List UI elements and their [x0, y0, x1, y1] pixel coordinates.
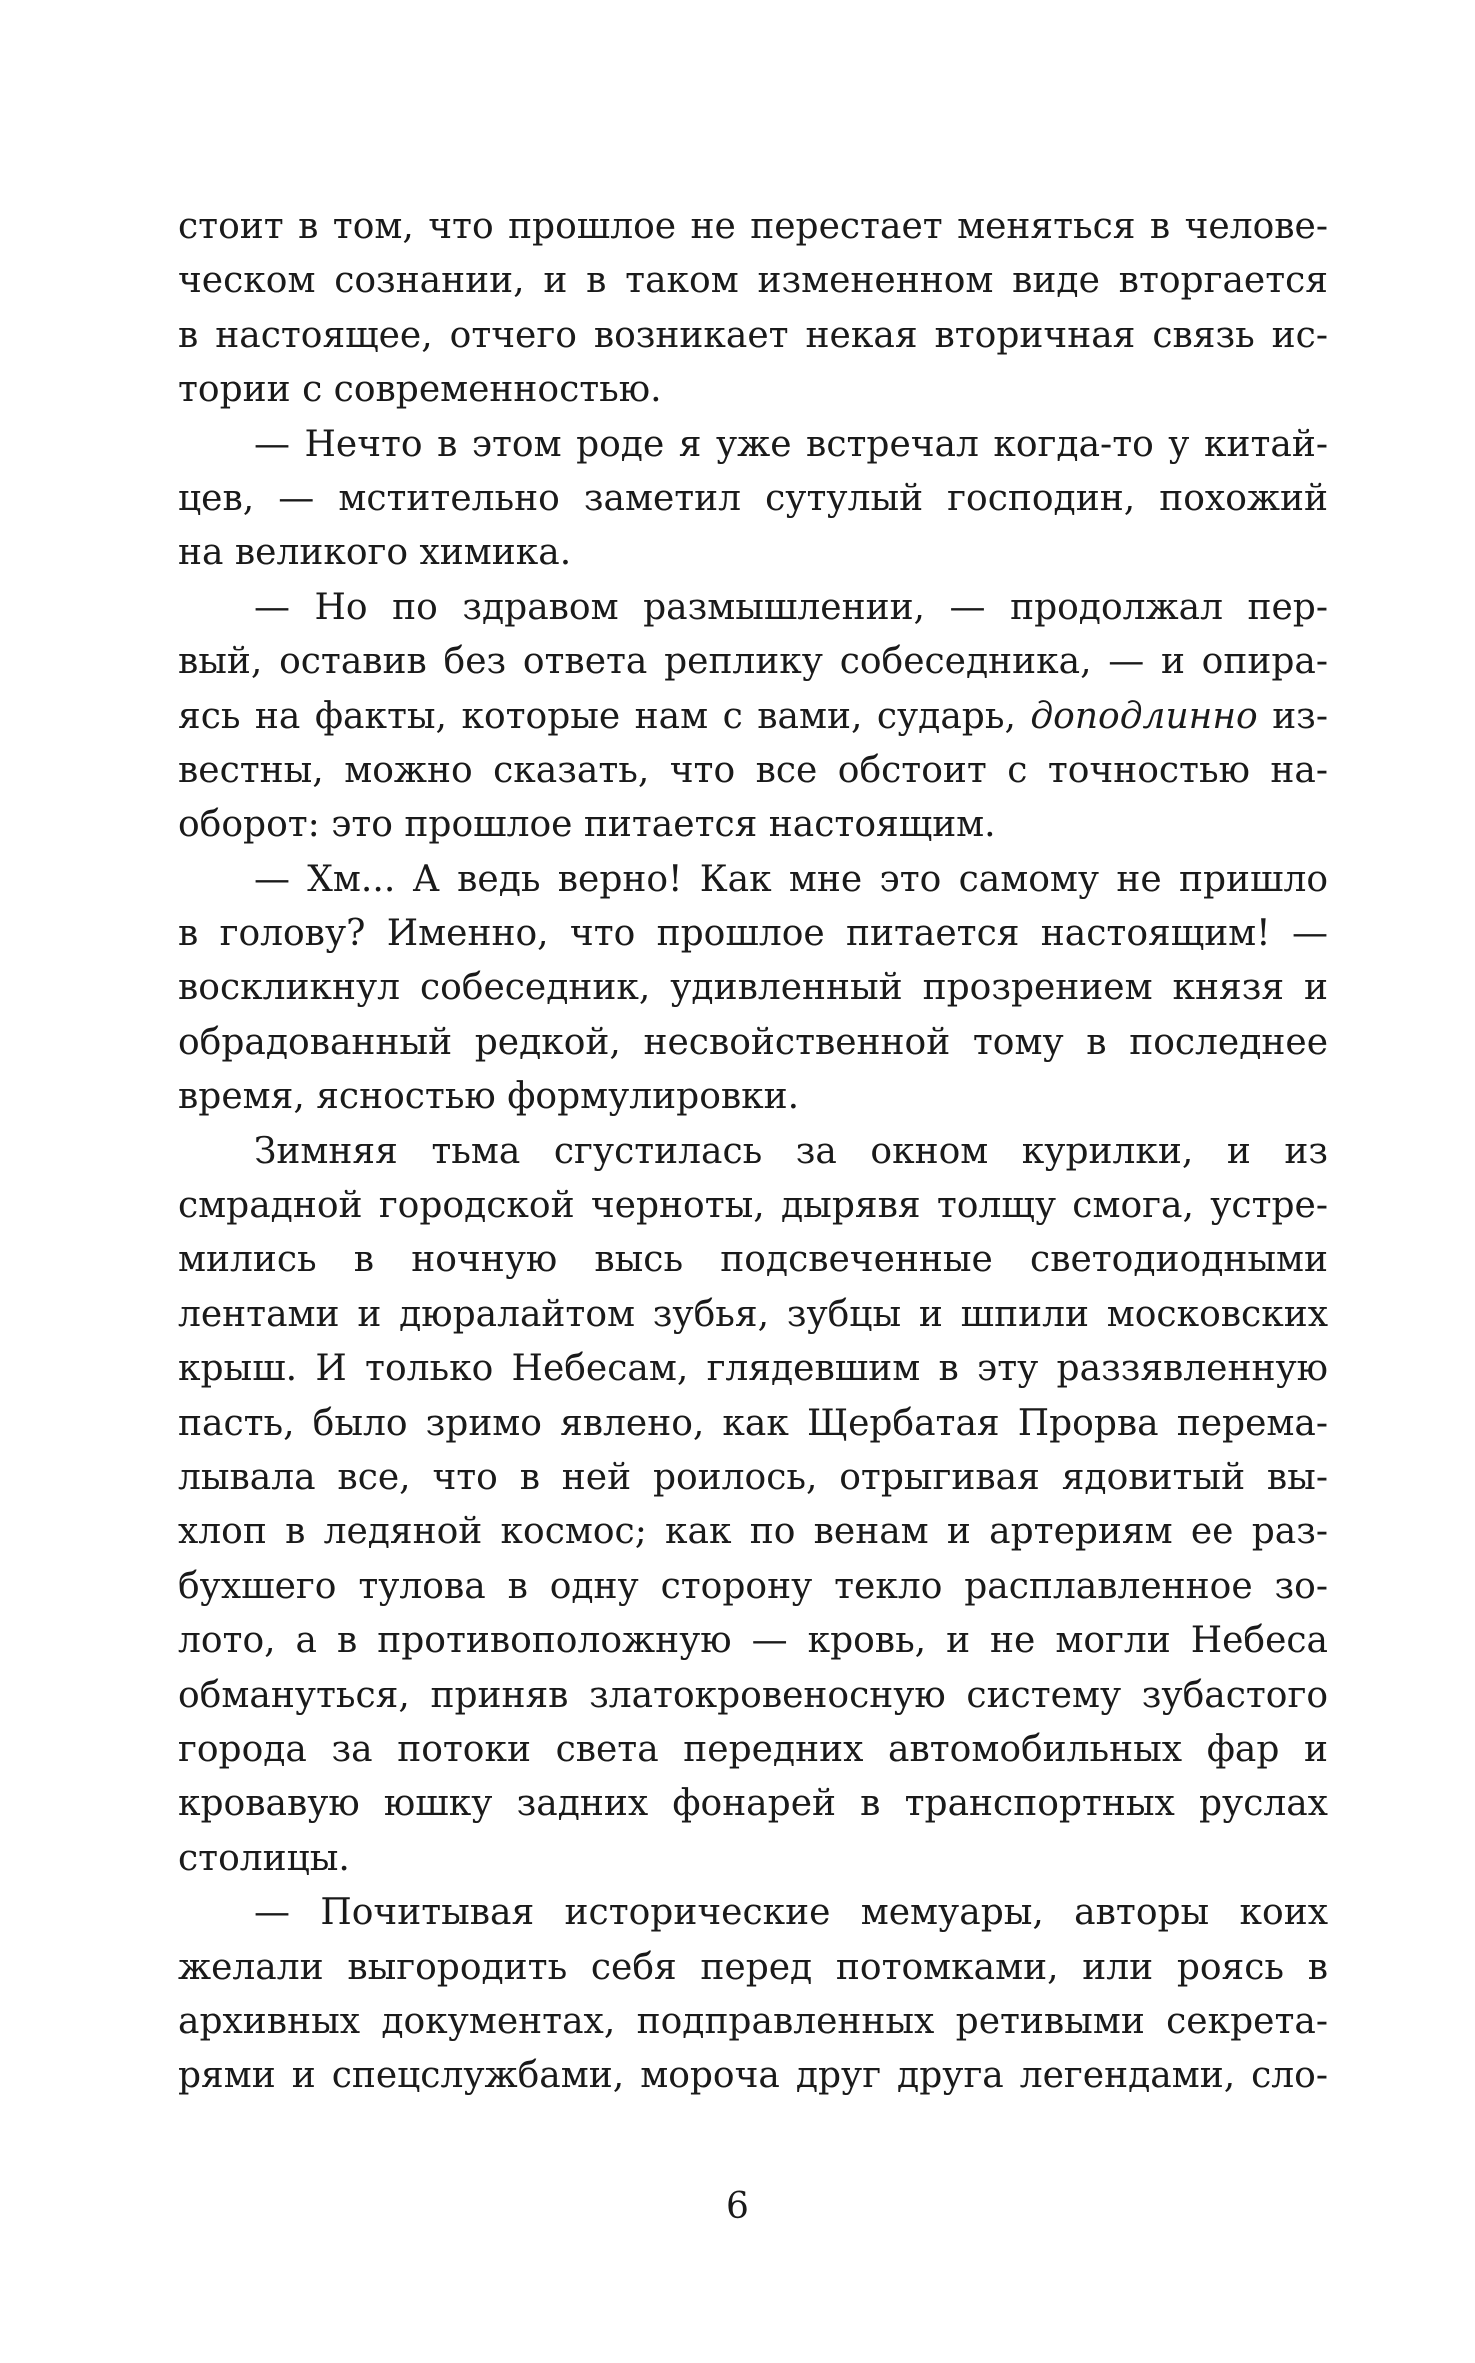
page-number: 6 — [726, 2186, 749, 2227]
text-line: лентами и дюралайтом зубья, зубцы и шпили московских — [178, 1293, 1328, 1335]
text-line: воскликнул собеседник, удивленный прозрением князя и — [178, 967, 1328, 1009]
paragraph — [178, 581, 1328, 853]
text-line: смрадной городской черноты, дырявя толщу смога, устре- — [178, 1185, 1328, 1227]
text-line: на великого химика. — [178, 532, 572, 574]
text-line: бухшего тулова в одну сторону текло расплавленное зо- — [178, 1565, 1328, 1607]
text-line: лото, а в противоположную — кровь, и не могли Небеса — [178, 1620, 1328, 1662]
text-line: вый, оставив без ответа реплику собеседника, — и опира- — [178, 641, 1328, 683]
text-line: — Хм... А ведь верно! Как мне это самому не пришло — [254, 858, 1328, 900]
text-line: — Почитывая исторические мемуары, авторы коих — [254, 1892, 1328, 1934]
text-line: лывала все, что в ней роилось, отрыгивая ядовитый вы- — [178, 1456, 1328, 1498]
text-line: города за потоки света передних автомобильных фар и — [178, 1728, 1328, 1770]
text-line: мились в ночную высь подсвеченные светодиодными — [178, 1239, 1328, 1281]
text-line: цев, — мстительно заметил сутулый господин, похожий — [178, 477, 1328, 519]
text-line: обрадованный редкой, несвойственной тому в последнее — [178, 1021, 1328, 1063]
text-line: Зимняя тьма сгустилась за окном курилки, и из — [254, 1130, 1328, 1172]
text-line: ческом сознании, и в таком измененном виде вторгается — [178, 260, 1328, 302]
text-line: время, ясностью формулировки. — [178, 1076, 800, 1118]
text-line: архивных документах, подправленных ретивыми секрета- — [178, 2000, 1328, 2042]
paragraph — [178, 200, 1328, 418]
body-text — [178, 200, 1328, 2104]
paragraph — [178, 1886, 1328, 2104]
text-line: рями и спецслужбами, морочa друг друга легендами, сло- — [178, 2055, 1328, 2097]
text-line-end: из- — [1257, 695, 1328, 737]
text-line: в настоящее, отчего возникает некая вторичная связь ис- — [178, 314, 1328, 356]
text-line-start: ясь на факты, которые нам с вами, сударь, — [178, 695, 1031, 737]
text-line: оборот: это прошлое питается настоящим. — [178, 804, 996, 846]
text-line: кровавую юшку задних фонарей в транспортных руслах — [178, 1783, 1328, 1825]
text-line: — Нечто в этом роде я уже встречал когда-то у китай- — [254, 423, 1328, 465]
text-line: пасть, было зримо явлено, как Щербатая Прорва перема- — [178, 1402, 1328, 1444]
text-line: тории с современностью. — [178, 369, 662, 411]
text-line: обмануться, приняв златокровеносную систему зубастого — [178, 1674, 1328, 1716]
text-line: крыш. И только Небесам, глядевшим в эту раззявленную — [178, 1348, 1328, 1390]
text-line: в голову? Именно, что прошлое питается настоящим! — — [178, 913, 1328, 955]
text-line: вестны, можно сказать, что все обстоит с точностью на- — [178, 749, 1328, 791]
text-line: желали выгородить себя перед потомками, или роясь в — [178, 1946, 1328, 1988]
paragraph — [178, 1125, 1328, 1886]
text-line — [178, 690, 1328, 744]
text-line: хлоп в ледяной космос; как по венам и артериям ее раз- — [178, 1511, 1328, 1553]
text-line: столицы. — [178, 1837, 350, 1879]
text-line: стоит в том, что прошлое не перестает меняться в челове- — [178, 206, 1328, 247]
text-line: — Но по здравом размышлении, — продолжал пер- — [254, 586, 1328, 628]
paragraph — [178, 418, 1328, 581]
paragraph — [178, 853, 1328, 1125]
italic-emphasis: доподлинно — [1030, 695, 1258, 737]
